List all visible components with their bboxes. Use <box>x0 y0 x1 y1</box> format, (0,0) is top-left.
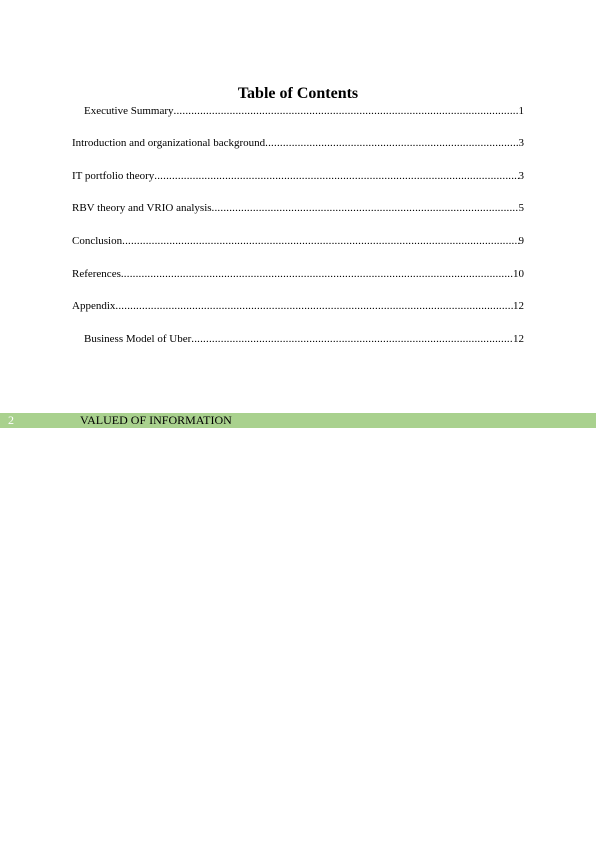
toc-entry-it-portfolio-theory[interactable] <box>72 169 524 183</box>
toc-entry-page: 3 <box>518 170 524 182</box>
toc-dot-leader <box>122 234 518 248</box>
toc-entry-page: 3 <box>518 137 524 149</box>
toc-dot-leader <box>212 201 519 215</box>
toc-entry-page: 5 <box>518 202 524 214</box>
toc-entry-page: 1 <box>518 105 524 117</box>
toc-entry-page: 12 <box>513 300 524 312</box>
toc-entry-introduction[interactable] <box>72 136 524 150</box>
toc-dot-leader <box>154 169 518 183</box>
toc-entry-label: References <box>72 268 121 280</box>
toc-entry-label: RBV theory and VRIO analysis <box>72 202 212 214</box>
toc-entry-label: Conclusion <box>72 235 123 247</box>
toc-entry-page: 9 <box>518 235 524 247</box>
toc-dot-leader <box>121 267 513 281</box>
toc-entry-business-model-uber[interactable] <box>84 332 524 346</box>
page-number: 2 <box>8 413 14 427</box>
toc-title: Table of Contents <box>237 85 359 102</box>
toc-dot-leader <box>191 332 513 346</box>
toc-entry-label: Executive Summary <box>84 105 174 117</box>
toc-entry-references[interactable] <box>72 267 524 281</box>
toc-entry-label: Appendix <box>72 300 116 312</box>
toc-entry-label: Introduction and organizational background <box>72 137 266 149</box>
toc-entry-executive-summary[interactable] <box>84 104 524 118</box>
toc-dot-leader <box>115 299 513 313</box>
toc-dot-leader <box>174 104 519 118</box>
toc-entry-rbv-vrio[interactable] <box>72 201 524 215</box>
running-title: VALUED OF INFORMATION <box>80 413 232 427</box>
toc-dot-leader <box>265 136 518 150</box>
toc-entry-page: 10 <box>513 268 524 280</box>
running-header-bar <box>0 413 596 428</box>
toc-entry-page: 12 <box>513 333 524 345</box>
toc-entry-label: Business Model of Uber <box>84 333 192 345</box>
toc-entry-appendix[interactable] <box>72 299 524 313</box>
toc-entry-conclusion[interactable] <box>72 234 524 248</box>
toc-entry-label: IT portfolio theory <box>72 170 155 182</box>
